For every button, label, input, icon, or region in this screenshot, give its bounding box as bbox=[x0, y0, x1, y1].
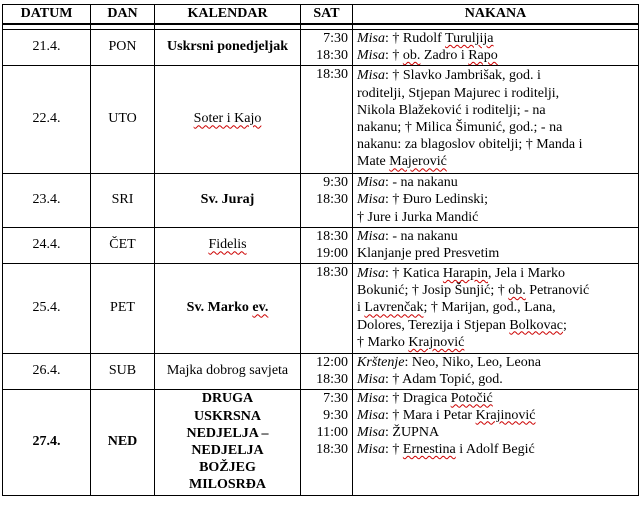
time: 18:30 bbox=[316, 264, 348, 280]
intention-text: Petranović bbox=[525, 283, 590, 299]
intention-text: : - na nakanu bbox=[385, 228, 458, 244]
intention-name: Harapin bbox=[442, 265, 489, 281]
intention-text: Zadro i bbox=[420, 48, 469, 63]
time: 18:30 bbox=[316, 442, 348, 458]
table-row bbox=[3, 29, 639, 65]
intention-cell bbox=[353, 227, 639, 263]
feast-cell: Sv. Juraj bbox=[155, 173, 301, 227]
feast-line: USKRSNA bbox=[194, 408, 261, 424]
mass-label: Misa bbox=[357, 30, 385, 46]
intention-text: : † Dragica bbox=[385, 390, 451, 406]
intention-text: : † Adam Topić, god. bbox=[385, 372, 503, 387]
time: 7:30 bbox=[323, 30, 348, 46]
time: 18:30 bbox=[316, 372, 348, 387]
mass-label: Misa bbox=[357, 192, 385, 208]
intention-text: nakanu: za blagoslov obitelji; † Manda i bbox=[357, 137, 583, 153]
mass-label: Misa bbox=[357, 228, 385, 244]
table-row bbox=[3, 65, 639, 173]
header-row bbox=[3, 5, 639, 24]
intention-text: † Marko bbox=[357, 334, 409, 350]
mass-label: Misa bbox=[357, 175, 385, 191]
time: 11:00 bbox=[316, 424, 348, 440]
mass-label: Misa bbox=[357, 442, 385, 458]
intention-cell bbox=[353, 65, 639, 173]
time-cell bbox=[301, 65, 353, 173]
header-dan: DAN bbox=[91, 5, 155, 24]
time: 18:30 bbox=[316, 48, 348, 63]
intention-name: Lavrenčak bbox=[364, 300, 424, 316]
intention-text: : † Rudolf bbox=[385, 30, 446, 46]
intention-text: : - na nakanu bbox=[385, 175, 458, 191]
mass-schedule-table bbox=[2, 4, 639, 496]
intention-text: : ŽUPNA bbox=[385, 424, 440, 440]
intention-name: Majerović bbox=[389, 154, 447, 170]
time: 18:30 bbox=[316, 191, 348, 207]
intention-cell bbox=[353, 29, 639, 65]
intention-cell bbox=[353, 389, 639, 495]
intention-name: Turuljija bbox=[445, 30, 494, 46]
intention-text: : † bbox=[385, 442, 403, 458]
time: 19:00 bbox=[316, 246, 348, 261]
mass-label: Misa bbox=[357, 48, 385, 63]
intention-text: : † Mara i Petar bbox=[385, 407, 476, 423]
feast-line: NEDJELJA – bbox=[186, 425, 269, 441]
intention-text: , Jela i Marko bbox=[488, 265, 565, 281]
time-cell bbox=[301, 389, 353, 495]
feast-line: DRUGA bbox=[201, 391, 254, 407]
feast-cell bbox=[155, 227, 301, 263]
intention-text: : Neo, Niko, Leo, Leona bbox=[404, 354, 541, 370]
time: 12:00 bbox=[316, 354, 348, 370]
table-row bbox=[3, 353, 639, 389]
time: 7:30 bbox=[323, 390, 348, 406]
day-cell: NED bbox=[91, 389, 155, 495]
table-row bbox=[3, 263, 639, 353]
day-cell: ČET bbox=[91, 227, 155, 263]
intention-text: : † bbox=[385, 48, 403, 63]
date-cell: 22.4. bbox=[3, 65, 91, 173]
date-cell: 27.4. bbox=[3, 389, 91, 495]
header-sat: SAT bbox=[301, 5, 353, 24]
day-cell: SUB bbox=[91, 353, 155, 389]
intention-cell bbox=[353, 353, 639, 389]
time-cell bbox=[301, 227, 353, 263]
intention-abbr: ob. bbox=[508, 283, 526, 299]
day-cell: PET bbox=[91, 263, 155, 353]
intention-name: Krajinović bbox=[475, 407, 536, 423]
feast-cell: Sv. Marko ev. bbox=[155, 263, 301, 353]
intention-name: Potočić bbox=[450, 390, 493, 406]
mass-label: Misa bbox=[357, 407, 385, 423]
baptism-label: Krštenje bbox=[357, 354, 405, 370]
intention-text: : † Slavko Jambrišak, god. i bbox=[385, 68, 541, 84]
date-cell: 26.4. bbox=[3, 353, 91, 389]
intention-name: Krajnović bbox=[408, 334, 465, 350]
time: 18:30 bbox=[316, 228, 348, 244]
feast-line: MILOSRĐA bbox=[188, 477, 266, 493]
intention-cell bbox=[353, 173, 639, 227]
intention-text: nakanu; † Milica Šimunić, god.; - na bbox=[357, 120, 563, 135]
header-nakana: NAKANA bbox=[353, 5, 639, 24]
time-cell bbox=[301, 29, 353, 65]
header-datum: DATUM bbox=[3, 5, 91, 24]
mass-label: Misa bbox=[357, 265, 385, 281]
time-cell bbox=[301, 263, 353, 353]
feast-cell: Majka dobrog savjeta bbox=[155, 353, 301, 389]
date-cell: 25.4. bbox=[3, 263, 91, 353]
intention-text: i bbox=[357, 300, 365, 316]
feast-name: Soter i Kajo bbox=[193, 111, 262, 127]
time: 9:30 bbox=[323, 174, 348, 190]
intention-name: Rapo bbox=[468, 48, 498, 63]
intention-text: Mate bbox=[357, 154, 390, 170]
intention-text: Dolores, Terezija i Stjepan bbox=[357, 317, 510, 333]
intention-text: Bokunić; † Josip Šunjić; † bbox=[357, 283, 509, 299]
date-cell: 24.4. bbox=[3, 227, 91, 263]
feast-cell bbox=[155, 65, 301, 173]
intention-abbr: ob. bbox=[402, 48, 421, 63]
intention-text: : † Đuro Ledinski; bbox=[385, 192, 489, 208]
feast-name: Fidelis bbox=[208, 237, 247, 253]
time: 9:30 bbox=[323, 407, 348, 423]
intention-name: Bolkovac bbox=[509, 317, 563, 333]
date-cell: 21.4. bbox=[3, 29, 91, 65]
mass-label: Misa bbox=[357, 68, 385, 84]
day-cell: SRI bbox=[91, 173, 155, 227]
table-row bbox=[3, 227, 639, 263]
feast-line: NEDJELJA bbox=[191, 443, 264, 458]
header-kalendar: KALENDAR bbox=[155, 5, 301, 24]
intention-text: ; bbox=[562, 317, 567, 333]
day-cell: UTO bbox=[91, 65, 155, 173]
intention-cell bbox=[353, 263, 639, 353]
intention-text: Nikola Blažeković i roditelji; - na bbox=[357, 102, 546, 118]
intention-text: Klanjanje pred Presvetim bbox=[357, 246, 500, 261]
feast-cell bbox=[155, 389, 301, 495]
mass-label: Misa bbox=[357, 390, 385, 406]
intention-name: Ernestina bbox=[402, 442, 456, 458]
date-cell: 23.4. bbox=[3, 173, 91, 227]
time-cell bbox=[301, 353, 353, 389]
intention-text: : † Katica bbox=[385, 265, 443, 281]
feast-line: BOŽJEG bbox=[199, 460, 256, 476]
mass-label: Misa bbox=[357, 372, 385, 387]
day-cell: PON bbox=[91, 29, 155, 65]
mass-label: Misa bbox=[357, 424, 385, 440]
intention-text: i Adolf Begić bbox=[455, 442, 535, 458]
feast-cell: Uskrsni ponedjeljak bbox=[155, 29, 301, 65]
table-row bbox=[3, 173, 639, 227]
intention-text: † Jure i Jurka Mandić bbox=[357, 209, 479, 225]
intention-text: ; † Marijan, god., Lana, bbox=[423, 300, 556, 316]
time-cell bbox=[301, 173, 353, 227]
intention-text: roditelji, Stjepan Majurec i roditelji, bbox=[357, 85, 560, 101]
table-row bbox=[3, 389, 639, 495]
time: 18:30 bbox=[316, 66, 348, 82]
